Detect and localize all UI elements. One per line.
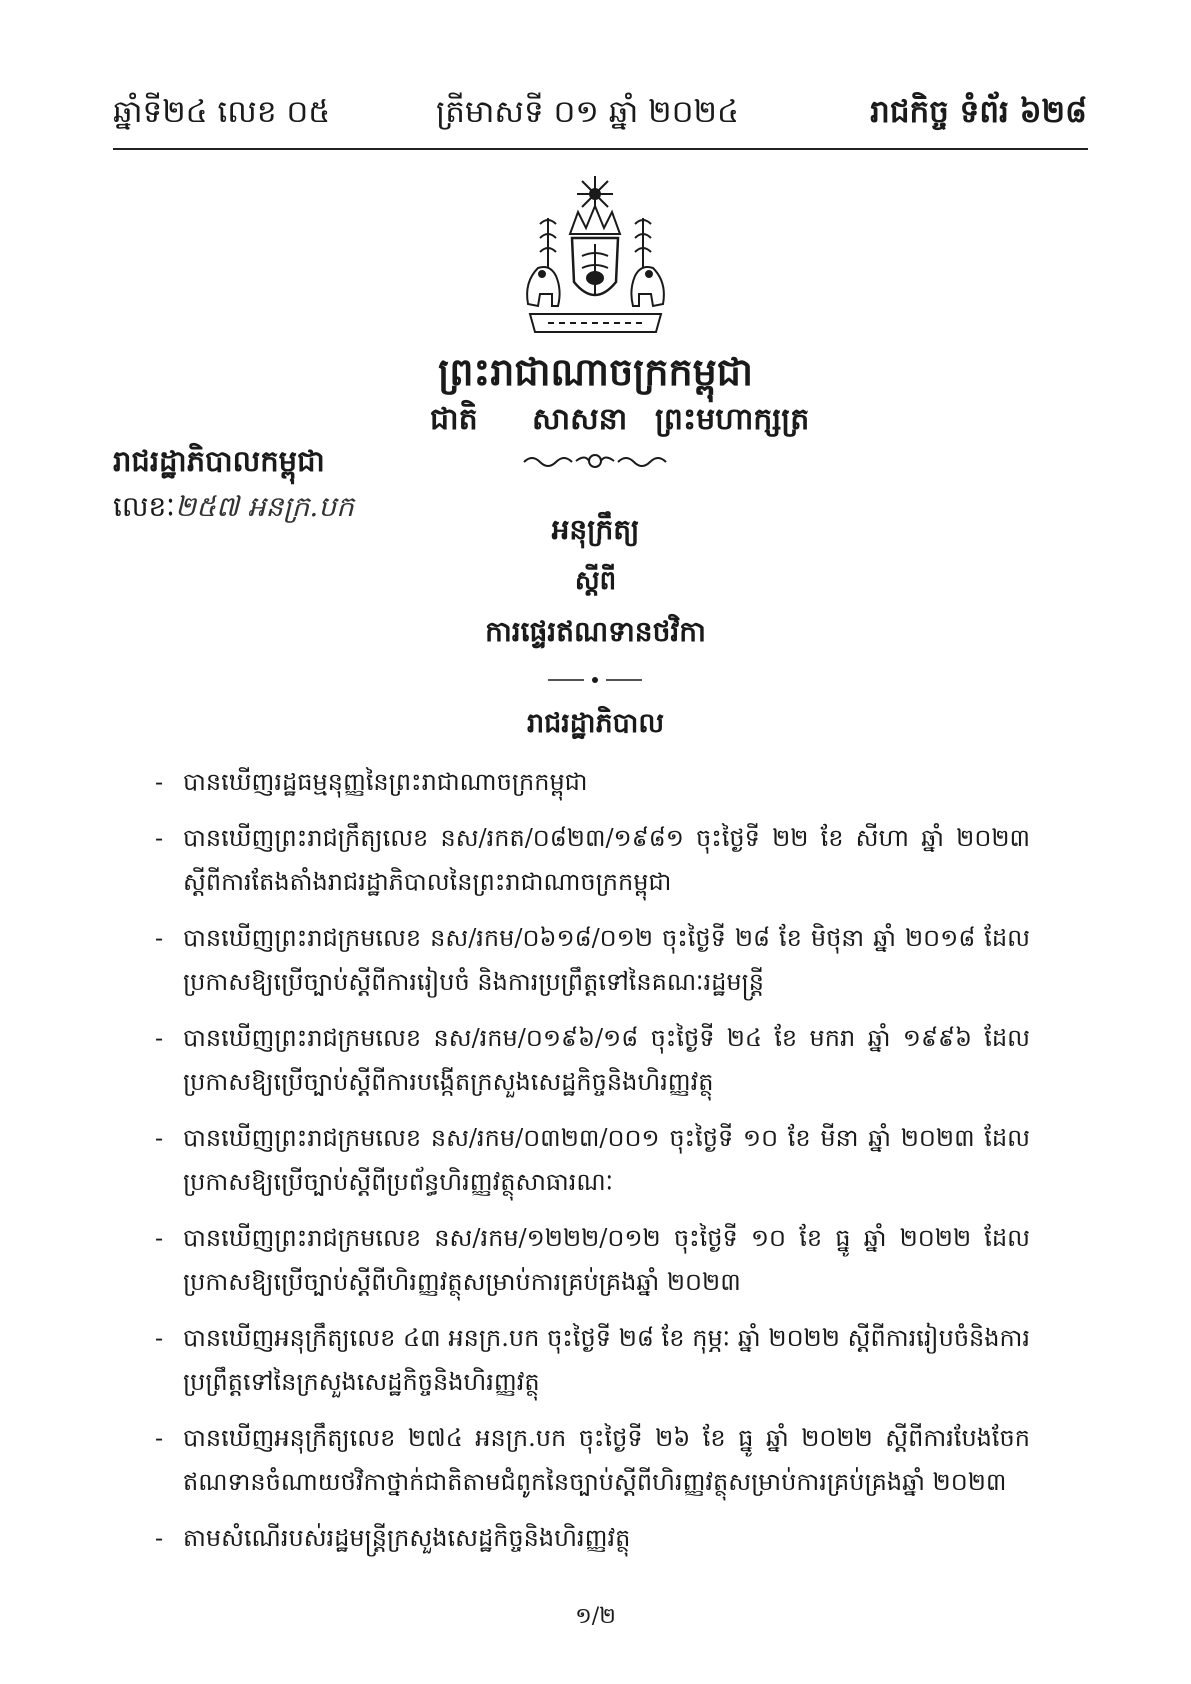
document-subject: ការផ្ទេរឥណទានថវិកា — [485, 615, 706, 648]
recital-item: - បានឃើញព្រះរាជក្រមលេខ នស/រកម/០១៩៦/១៨ ចុះថ្ងៃទី ២៤ ខែ មករា ឆ្នាំ ១៩៩៦ ដែលប្រកាសឱ្យប្រើច្បាប់ស្តីពីការបង្កើតក្រសួងសេដ្ឋកិច្ចនិងហិរញ្ញវត្ថុ — [155, 1024, 1030, 1096]
recital-item: - បានឃើញអនុក្រឹត្យលេខ ២៧៤ អនក្រ.បក ចុះថ្ងៃទី ២៦ ខែ ធ្នូ ឆ្នាំ ២០២២ ស្តីពីការបែងចែកឥណទានចំណាយថវិកាថ្នាក់ជាតិតាមជំពូកនៃច្បាប់ស្តីពីហិរញ្ញវត្ថុសម្រាប់ការគ្រប់គ្រងឆ្នាំ ២០២៣ — [155, 1424, 1030, 1496]
recital-item: - បានឃើញព្រះរាជក្រមលេខ នស/រកម/០៦១៨/០១២ ចុះថ្ងៃទី ២៨ ខែ មិថុនា ឆ្នាំ ២០១៨ ដែលប្រកាសឱ្យប្រើច្បាប់ស្តីពីការរៀបចំ និងការប្រព្រឹត្តទៅនៃគណៈរដ្ឋមន្ត្រី — [155, 924, 1030, 996]
recital-item: - បានឃើញព្រះរាជក្រមលេខ នស/រកម/១២២២/០១២ ចុះថ្ងៃទី ១០ ខែ ធ្នូ ឆ្នាំ ២០២២ ដែលប្រកាសឱ្យប្រើច្បាប់ស្តីពីហិរញ្ញវត្ថុសម្រាប់ការគ្រប់គ្រងឆ្នាំ ២០២៣ — [155, 1224, 1030, 1296]
national-motto — [430, 398, 820, 442]
kingdom-title: ព្រះរាជាណាចក្រកម្ពុជា — [438, 349, 753, 394]
decree-number-value: ២៥៧ អនក្រ.បក — [174, 490, 354, 523]
gazette-page-label: រាជកិច្ច ទំព័រ ៦២៨ — [870, 94, 1087, 130]
header-divider — [113, 148, 1088, 150]
gazette-year-issue: ឆ្នាំទី២៤ លេខ ០៥ — [113, 94, 331, 130]
concerning-label: ស្តីពី — [574, 566, 617, 596]
recital-item: - តាមសំណើរបស់រដ្ឋមន្ត្រីក្រសួងសេដ្ឋកិច្ចនិងហិរញ្ញវត្ថុ — [155, 1524, 631, 1552]
recital-item: - បានឃើញព្រះរាជក្រឹត្យលេខ នស/រកត/០៨២៣/១៩៨១ ចុះថ្ងៃទី ២២ ខែ សីហា ឆ្នាំ ២០២៣ ស្តីពីការតែងតាំងរាជរដ្ឋាភិបាលនៃព្រះរាជាណាចក្រកម្ពុជា — [155, 824, 1030, 896]
recital-item: - បានឃើញរដ្ឋធម្មនុញ្ញនៃព្រះរាជាណាចក្រកម្ពុជា — [155, 768, 588, 796]
recitals-list — [155, 760, 1030, 1572]
motto-king: ព្រះមហាក្សត្រ — [655, 402, 810, 437]
decorative-ornament-icon — [520, 450, 670, 470]
gazette-quarter: ត្រីមាសទី ០១ ឆ្នាំ ២០២៤ — [436, 94, 739, 130]
issuing-authority: រាជរដ្ឋាភិបាលកម្ពុជា — [113, 444, 325, 478]
subject-divider — [548, 676, 642, 684]
motto-religion: សាសនា — [532, 402, 628, 437]
page-number: ១/២ — [575, 1604, 616, 1629]
decree-number-label: លេខៈ — [113, 490, 175, 523]
motto-nation: ជាតិ — [430, 402, 478, 437]
recital-item: - បានឃើញព្រះរាជក្រមលេខ នស/រកម/០៣២៣/០០១ ចុះថ្ងៃទី ១០ ខែ មីនា ឆ្នាំ ២០២៣ ដែលប្រកាសឱ្យប្រើច្បាប់ស្តីពីប្រព័ន្ធហិរញ្ញវត្ថុសាធារណៈ — [155, 1124, 1030, 1196]
recital-item: - បានឃើញអនុក្រឹត្យលេខ ៤៣ អនក្រ.បក ចុះថ្ងៃទី ២៨ ខែ កុម្ភៈ ឆ្នាំ ២០២២ ស្តីពីការរៀបចំនិងការប្រព្រឹត្តទៅនៃក្រសួងសេដ្ឋកិច្ចនិងហិរញ្ញវត្ថុ — [155, 1324, 1030, 1396]
document-type: អនុក្រឹត្យ — [551, 513, 640, 546]
royal-coat-of-arms-icon — [508, 172, 683, 340]
enacting-authority: រាជរដ្ឋាភិបាល — [526, 708, 665, 739]
